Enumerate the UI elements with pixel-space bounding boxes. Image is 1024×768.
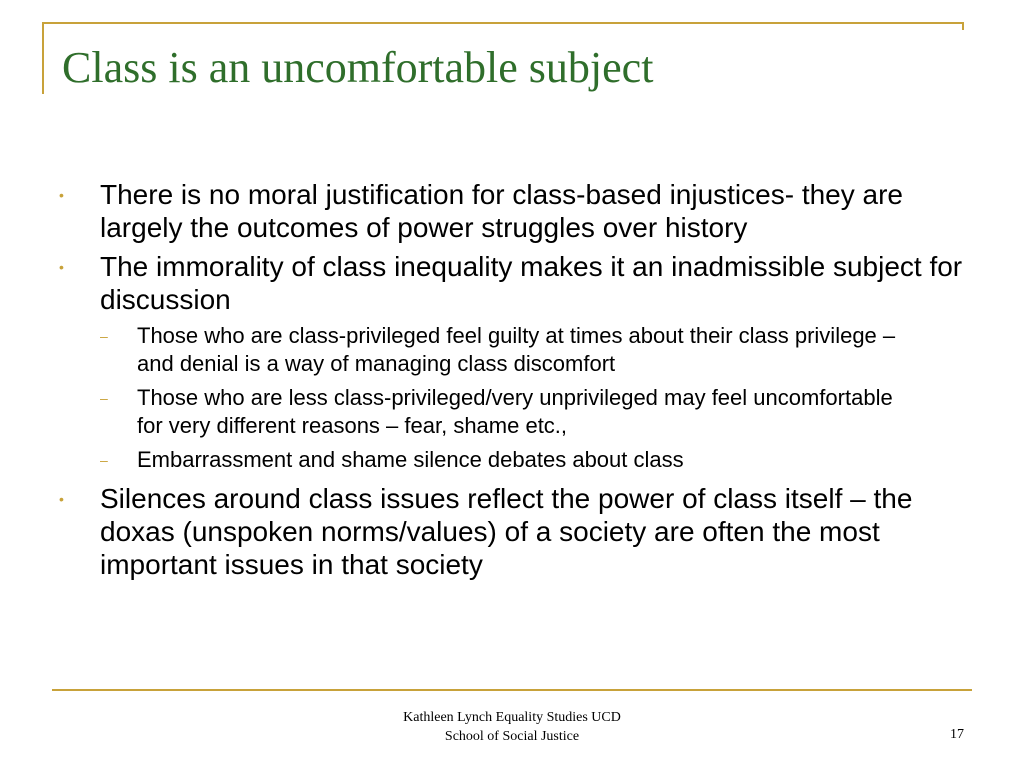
sub-bullet-marker: – <box>100 452 108 468</box>
sub-bullet-text: Those who are less class-privileged/very unprivileged may feel uncomfortable for very different reasons – fear, shame etc., <box>137 385 893 438</box>
bullet-text: The immorality of class inequality makes it an inadmissible subject for discussion <box>100 251 963 315</box>
slide-number: 17 <box>950 727 964 742</box>
sub-bullet-item <box>0 384 1024 440</box>
bullet-text: Silences around class issues reflect the power of class itself – the doxas (unspoken norms/values) of a society are often the most important issues in that society <box>100 483 913 580</box>
footer-credit <box>312 708 712 746</box>
footer-line-1: Kathleen Lynch Equality Studies UCD <box>403 710 621 725</box>
footer-divider <box>52 689 972 691</box>
footer-line-2: School of Social Justice <box>444 729 580 744</box>
sub-bullet-list <box>0 322 1024 474</box>
bullet-marker: • <box>59 187 64 203</box>
bullet-item <box>0 178 1024 244</box>
sub-bullet-item <box>0 446 1024 474</box>
sub-bullet-item <box>0 322 1024 378</box>
bullet-item <box>0 482 1024 581</box>
sub-bullet-marker: – <box>100 390 108 406</box>
bullet-marker: • <box>59 491 64 507</box>
slide-title: Class is an uncomfortable subject <box>62 43 654 92</box>
sub-bullet-text: Embarrassment and shame silence debates about class <box>137 447 684 472</box>
bullet-marker: • <box>59 259 64 275</box>
slide-body <box>0 178 1024 587</box>
bullet-item <box>0 250 1024 316</box>
sub-bullet-text: Those who are class-privileged feel guilty at times about their class privilege – and denial is a way of managing class discomfort <box>137 323 896 376</box>
right-accent-tick <box>962 22 964 30</box>
left-accent-line <box>42 22 44 94</box>
bullet-text: There is no moral justification for class-based injustices- they are largely the outcomes of power struggles over history <box>100 179 904 243</box>
top-accent-line <box>42 22 964 24</box>
sub-bullet-marker: – <box>100 328 108 344</box>
